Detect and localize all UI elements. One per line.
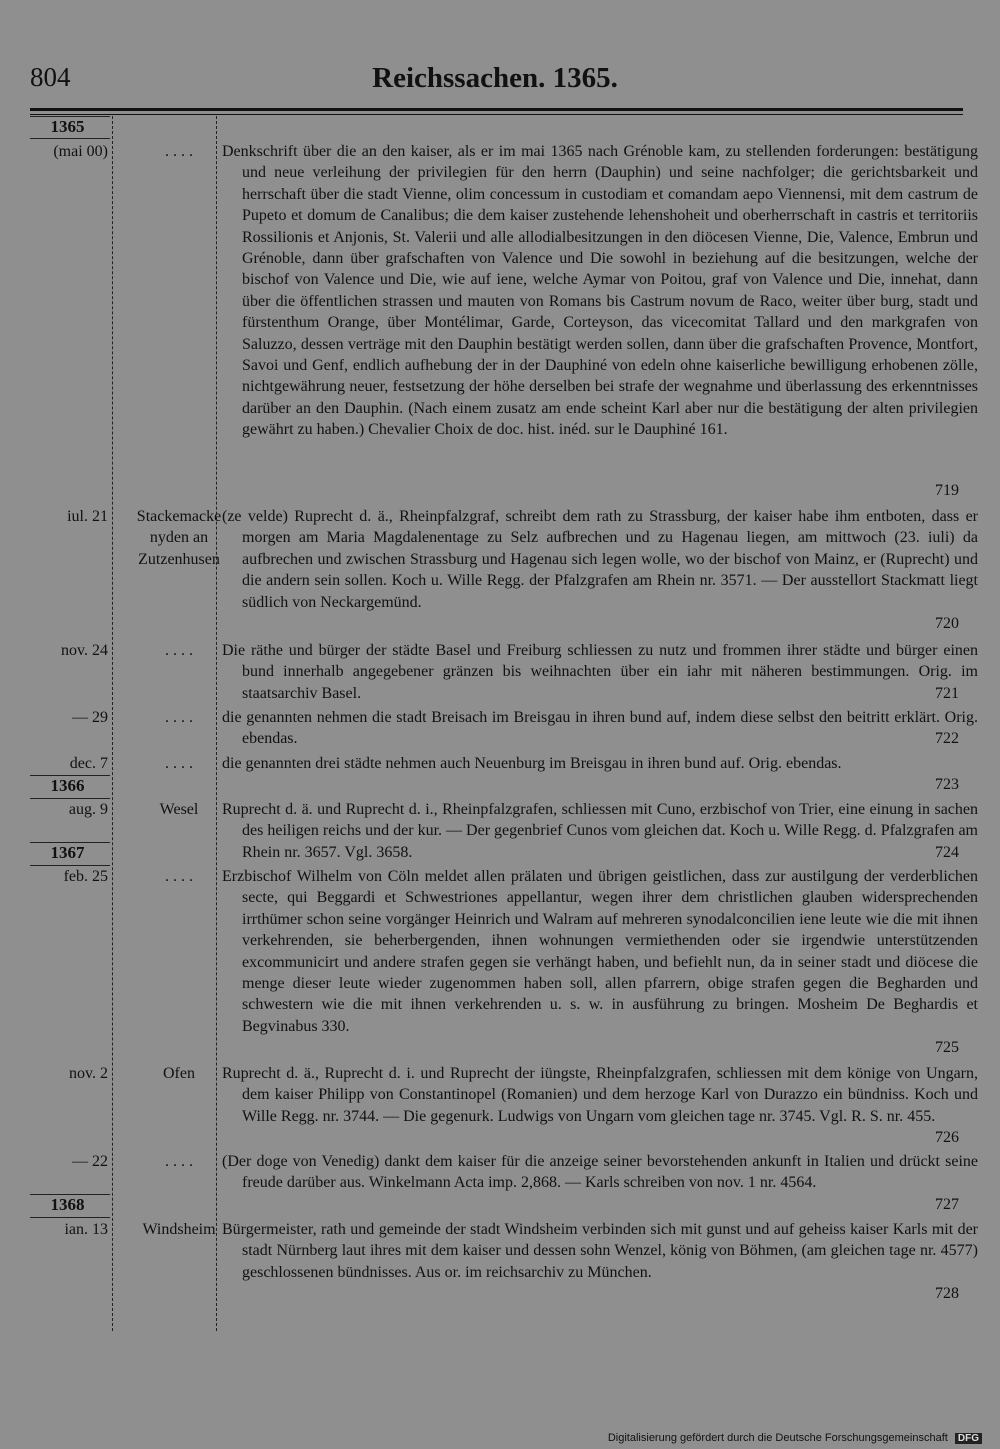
regest-entry [30, 1219, 978, 1307]
entry-text: (ze velde) Ruprecht d. ä., Rheinpfalzgraf, schreibt dem rath zu Strassburg, der kaiser habe ihm entboten, dass er morgen am Maria Magdalenentage zu Selz aufbrechen und zu Hagenau liegen, am mittwoch (23. iuli) da aufbrechen und zwischen Strassburg und Hagenau sich legen wolle, wo der bischof von Mainz, er (Ruprecht) und die andern sein sollen. Koch u. Wille Regg. der Pfalzgrafen am Rhein nr. 3571. — Der ausstellort Stackmatt liegt südlich von Neckargemünd. [222, 508, 978, 611]
regest-entry [30, 866, 978, 1061]
entry-number: 723 [935, 776, 959, 793]
regest-entry [30, 1063, 978, 1151]
year-heading: 1367 [50, 843, 85, 862]
entry-place: Stackemacke nyden an Zutzenhusen [136, 508, 222, 568]
year-heading: 1368 [50, 1195, 85, 1214]
entry-text: Die räthe und bürger der städte Basel und Freiburg schliessen zu nutz und frommen ihrer städte und bürger einen bund innerhalb angegebener gränzen bis weihnachten über ein iahr mit näheren bestimmungen. Orig. im staatsarchiv Basel. [222, 642, 978, 702]
regest-entry [30, 1151, 978, 1217]
year-separator [30, 138, 110, 139]
regest-entry [30, 141, 978, 506]
entry-text: Bürgermeister, rath und gemeinde der stadt Windsheim verbinden sich mit gunst und auf geheiss kaiser Karls mit der stadt Nürnberg laut ihres mit dem kaiser und dessen sohn Wenzel, könig von Böhmen, (am gleichen tage nr. 4577) geschlossenen bündnisses. Aus or. im reichsarchiv zu München. [222, 1221, 978, 1281]
funding-footer [608, 1432, 982, 1444]
entry-place: Wesel [159, 801, 199, 818]
entry-number: 722 [935, 730, 959, 747]
entry-text: (Der doge von Venedig) dankt dem kaiser für die anzeige seiner bevorstehenden ankunft in Italien und drückt seine freude darüber aus. Winkelmann Acta imp. 2,868. — Karls schreiben von nov. 1 nr. 4564. [222, 1153, 978, 1192]
entry-date: aug. 9 [68, 801, 108, 818]
entry-place: . . . . [165, 143, 193, 160]
entry-place: . . . . [165, 868, 193, 885]
entry-place: . . . . [165, 709, 193, 726]
entry-date: — 22 [72, 1153, 108, 1170]
dfg-logo: DFG [955, 1433, 982, 1444]
entry-date: — 29 [72, 709, 108, 726]
entry-date: feb. 25 [63, 868, 108, 885]
entry-date: (mai 00) [53, 143, 108, 160]
entry-number: 721 [935, 685, 959, 702]
year-heading: 1366 [50, 776, 85, 795]
year-heading: 1365 [50, 117, 85, 136]
entry-number: 724 [935, 844, 959, 861]
entry-number: 726 [935, 1129, 959, 1146]
entry-text: Ruprecht d. ä., Ruprecht d. i. und Ruprecht der iüngste, Rheinpfalzgrafen, schliessen mit dem könige von Ungarn, dem kaiser Philipp von Constantinopel (Romanien) und dem herzoge Karl von Durazzo ein bündniss. Koch und Wille Regg. nr. 3744. — Die gegenurk. Ludwigs von Ungarn vom gleichen tage nr. 3745. Vgl. R. S. nr. 455. [222, 1065, 978, 1125]
entry-date: nov. 2 [69, 1065, 108, 1082]
entry-text: Denkschrift über die an den kaiser, als er im mai 1365 nach Grénoble kam, zu stellenden forderungen: bestätigung und neue verleihung der privilegien für den herrn (Dauphin) und seine nachfolger; die gerichtsbarkeit und herrschaft über die stadt Vienne, olim concessum in custodiam et comandam aepo Viennensi, mit dem castrum de Pupeto et domum de Canalibus; die dem kaiser zustehende lehenshoheit und oberherrschaft in castris et territoriis Rossilionis et Anjonis, St. Valerii und alle allodialbesitzungen in den diöcesen Vienne, Die, Valence, Embrun und Grénoble, dann über grafschaften von Valence und Die sowohl in beziehung auf die besitzungen, welche der bischof von Valence und Die, wie auf iene, welche Aymar von Poitou, graf von Valence und Die, innehat, dann über die öffentlichen strassen und mauten von Romans bis Castrum novum de Raco, weiter über burg, stadt und fürstenthum Orange, über Montélimar, Garde, Corteyson, das vicecomitat Tallard und den markgrafen von Saluzzo, dessen verträge mit den Dauphin bestätigt werden sollen, dann über die grafschaften Provence, Montfort, Savoi und Genf, endlich aufhebung der in der Dauphiné von edeln ohne kaiserliche bewilligung erhobenen zölle, nichtgewährung neuer, festsetzung der höhe derselben bei strafe der wegnahme und überlassung des erkenntnisses darüber an den Dauphin. (Nach einem zusatz am ende scheint Karl aber nur die bestätigung der alten privilegien gewährt zu haben.) Chevalier Choix de doc. hist. inéd. sur le Dauphiné 161. [222, 143, 978, 439]
entry-date: nov. 24 [61, 642, 108, 659]
entry-place: Windsheim [142, 1221, 216, 1238]
regest-entry [30, 506, 978, 636]
page-title: Reichssachen. 1365. [372, 62, 618, 94]
entry-number: 725 [935, 1039, 959, 1056]
header-rule-thin [30, 114, 963, 115]
page-header [30, 62, 960, 102]
entry-date: ian. 13 [64, 1221, 108, 1238]
entry-text: Erzbischof Wilhelm von Cöln meldet allen prälaten und übrigen geistlichen, dass zur austilgung der verderblichen secte, qui Beggardi et Schwestriones appellantur, wegen ihrer dem christlichen glauben widersprechenden irrthümer schon seine vorgänger Heinrich und Walram auf mehreren synodalconcilien iene leute wie die mit ihnen verkehrenden, sie beherbergenden, ihnen wohnungen vermiethenden oder sie irgendwie unterstützenden excommunicirt und andere strafen gegen sie verhängt haben, und befiehlt nun, da in seiner stadt und diöcese die menge dieser leute wieder zugenommen haben soll, allen pfarrern, obige strafen gegen die Begharden und schwestern wie die mit ihnen verkehrenden u. s. w. in ausführung zu bringen. Mosheim De Beghardis et Begvinabus 330. [222, 868, 978, 1035]
header-rule [30, 108, 963, 111]
entry-number: 728 [935, 1285, 959, 1302]
entry-text: die genannten nehmen die stadt Breisach im Breisgau in ihren bund auf, indem diese selbst den beitritt erklärt. Orig. ebendas. [222, 709, 978, 748]
regest-entry [30, 753, 963, 798]
entry-text: die genannten drei städte nehmen auch Neuenburg im Breisgau in ihren bund auf. Orig. ebendas. [222, 755, 842, 772]
entry-place: . . . . [165, 755, 193, 772]
entry-number: 719 [935, 482, 959, 499]
entry-text: Ruprecht d. ä. und Ruprecht d. i., Rheinpfalzgrafen, schliessen mit Cuno, erzbischof von Trier, eine einung in sachen des heiligen reichs und der kur. — Der gegenbrief Cunos vom gleichen dat. Koch u. Wille Regg. d. Pfalzgrafen am Rhein nr. 3657. Vgl. 3658. [222, 801, 978, 861]
entry-place: . . . . [165, 642, 193, 659]
regest-entry [30, 640, 978, 706]
entry-date: dec. 7 [69, 755, 108, 772]
page-number: 804 [30, 62, 71, 92]
entry-place: Ofen [163, 1065, 195, 1082]
year-separator [30, 1217, 110, 1218]
entry-date: iul. 21 [67, 508, 108, 525]
footer-text: Digitalisierung gefördert durch die Deutsche Forschungsgemeinschaft [607, 1432, 948, 1444]
entry-number: 720 [935, 615, 959, 632]
entry-number: 727 [935, 1196, 959, 1213]
regest-entry [30, 707, 978, 752]
entry-place: . . . . [165, 1153, 193, 1170]
regest-entry [30, 799, 978, 865]
